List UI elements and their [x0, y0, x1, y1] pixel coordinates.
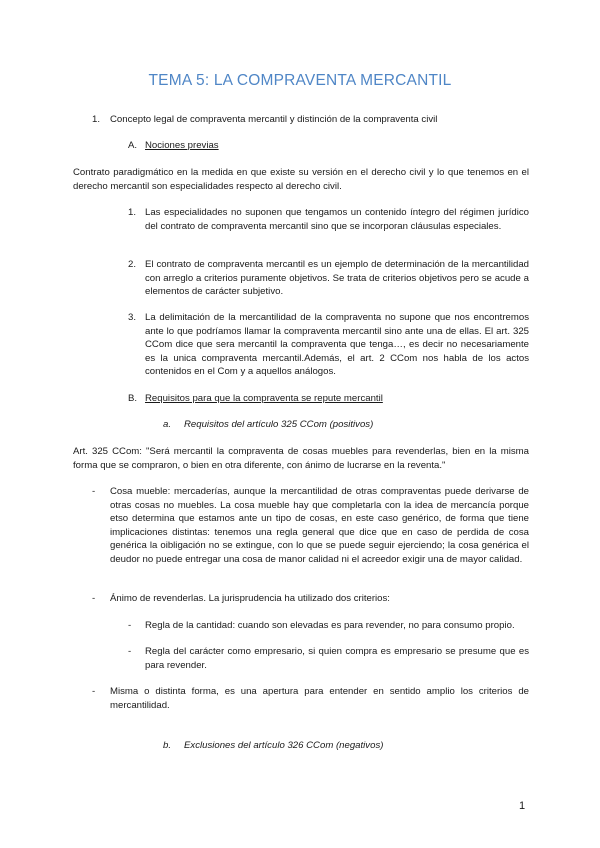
- section-heading: Concepto legal de compraventa mercantil y distinción de la compraventa civil: [110, 114, 438, 125]
- subbullet-item: Regla del carácter como empresario, si quien compra es empresario se presume que es para revender.: [145, 646, 529, 671]
- subsection-letter: A.: [128, 140, 138, 151]
- list-number: 1.: [128, 207, 137, 218]
- subsubsection-letter: b.: [163, 740, 172, 751]
- bullet-mark: -: [92, 486, 96, 497]
- subsection-heading: Requisitos para que la compraventa se repute mercantil: [145, 393, 383, 404]
- bullet-item: Misma o distinta forma, es una apertura para entender en sentido amplio los criterios de mercantilidad.: [110, 686, 529, 711]
- bullet-item: Ánimo de revenderlas. La jurisprudencia ha utilizado dos criterios:: [110, 593, 390, 604]
- subbullet-item: Regla de la cantidad: cuando son elevadas es para revender, no para consumo propio.: [145, 620, 515, 631]
- list-item: El contrato de compraventa mercantil es un ejemplo de determinación de la mercantilidad con arreglo a criterios puramente objetivos. Se trata de criterios objetivos pero se acude a elementos de carácter subjetivo.: [145, 259, 529, 297]
- article-quote: Art. 325 CCom: "Será mercantil la compraventa de cosas muebles para revenderlas, bien en la misma forma que se compraron, o bien en otra diferente, con ánimo de lucrarse en la reventa.": [73, 446, 529, 471]
- section-number: 1.: [92, 114, 101, 125]
- subsubsection-heading: Requisitos del artículo 325 CCom (positivos): [184, 419, 374, 430]
- list-number: 3.: [128, 312, 137, 323]
- bullet-mark: -: [92, 686, 96, 697]
- subbullet-mark: -: [128, 620, 132, 631]
- subsubsection-letter: a.: [163, 419, 172, 430]
- subbullet-mark: -: [128, 646, 132, 657]
- page-title: TEMA 5: LA COMPRAVENTA MERCANTIL: [148, 72, 452, 89]
- subsection-letter: B.: [128, 393, 138, 404]
- list-number: 2.: [128, 259, 137, 270]
- intro-paragraph: Contrato paradigmático en la medida en que existe su versión en el derecho civil y lo que tenemos en el derecho mercantil son especialidades respecto al derecho civil.: [73, 167, 529, 192]
- bullet-item: Cosa mueble: mercaderías, aunque la mercantilidad de otras compraventas puede derivarse de otras cosas no muebles. La cosa mueble hay que completarla con la idea de mercancía porque etso determina que estamos ante un tipo de cosas, en este caso genérico, de forma que tiene implicaciones distintas: tenemos una regla general que dice que en caso de perdida de cosa genérica la oibligación no se extingue, con lo que se puede seguir ejerciendo; la cosa genérica el deudor no puede entregar una cosa de manor calidad ni el acreedor exigir una de mayor calidad.: [110, 486, 529, 565]
- list-item: Las especialidades no suponen que tengamos un contenido íntegro del régimen jurídico del contrato de compraventa mercantil sino que se incorporan cláusulas especiales.: [145, 207, 529, 232]
- subsubsection-heading: Exclusiones del artículo 326 CCom (negativos): [184, 740, 384, 751]
- list-item: La delimitación de la mercantilidad de la compraventa no supone que nos encontremos ante lo que podríamos llamar la compraventa mercantil sino ante una de ellas. El art. 325 CCom dice que sera mercantil la compraventa que tenga…, es decir no necesariamente es la unica compraventa mercantil.Además, el art. 2 CCom nos habla de los actos contenidos en el Com y a aquellos análogos.: [145, 312, 529, 377]
- page-number: 1: [519, 800, 526, 812]
- bullet-mark: -: [92, 593, 96, 604]
- subsection-heading: Nociones previas: [145, 140, 219, 151]
